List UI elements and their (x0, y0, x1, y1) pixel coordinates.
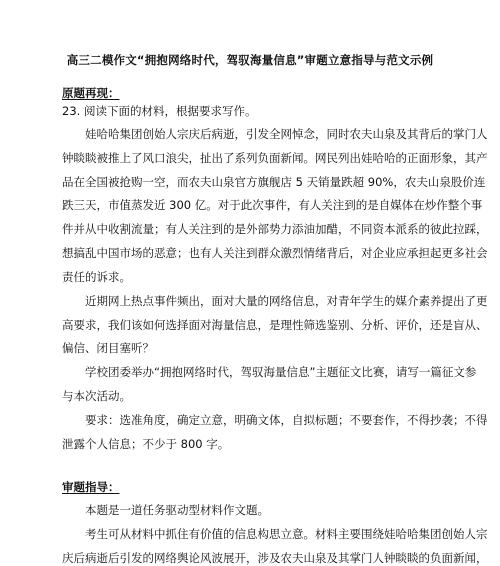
para2-line: 高要求，我们该如何选择面对海量信息，是理性筛选鉴别、分析、评价，还是盲从、 (62, 318, 488, 332)
page-title: 高三二模作文“拥抱网络时代，驾驭海量信息”审题立意指导与范文示例 (66, 53, 434, 67)
para1-line: 件并从中收割流量；有人关注到的是外部势力添油加醋，不同资本派系的彼此拉踩， (62, 222, 488, 236)
para5-line: 本题是一道任务驱动型材料作文题。 (85, 503, 269, 517)
para1-line: 品在全国被抢购一空，而农夫山泉官方旗舰店 5 天销量跌超 90%，农夫山泉股价连 (62, 175, 486, 189)
para2-line: 近期网上热点事件频出，面对大量的网络信息，对青年学生的媒介素养提出了更 (85, 294, 488, 308)
para2-line: 偏信、闭目塞听？ (62, 341, 154, 355)
para3-line: 学校团委举办“拥抱网络时代，驾驭海量信息”主题征文比赛，请写一篇征文参 (85, 365, 477, 379)
para4-line: 泄露个人信息；不少于 800 字。 (62, 437, 230, 451)
para6-line: 庆后病逝后引发的网络舆论风波展开，涉及农夫山泉及其掌门人钟睒睒的负面新闻， (62, 551, 488, 565)
para1-line: 跌三天，市值蒸发近 300 亿。对于此次事件，有人关注到的是自媒体在炒作整个事 (62, 198, 483, 212)
question-line: 23. 阅读下面的材料，根据要求写作。 (62, 104, 257, 118)
para6-line: 考生可从材料中抓住有价值的信息构思立意。材料主要围绕娃哈哈集团创始人宗 (85, 527, 488, 541)
para3-line: 与本次活动。 (62, 389, 131, 403)
section-heading-original-question: 原题再现： (62, 86, 120, 100)
para1-line: 想搞乱中国市场的恶意；也有人关注到群众激烈情绪背后，对企业应承担起更多社会 (62, 246, 488, 260)
para1-line: 责任的诉求。 (62, 270, 131, 284)
para4-line: 要求：选准角度，确定立意，明确文体，自拟标题；不要套作，不得抄袭；不得 (85, 413, 488, 427)
para1-line: 娃哈哈集团创始人宗庆后病逝，引发全网悼念，同时农夫山泉及其背后的掌门人 (85, 127, 488, 141)
section-heading-guidance: 审题指导： (62, 480, 120, 494)
para1-line: 钟睒睒被推上了风口浪尖，扯出了系列负面新闻。网民列出娃哈哈的正面形象，其产 (62, 151, 488, 165)
